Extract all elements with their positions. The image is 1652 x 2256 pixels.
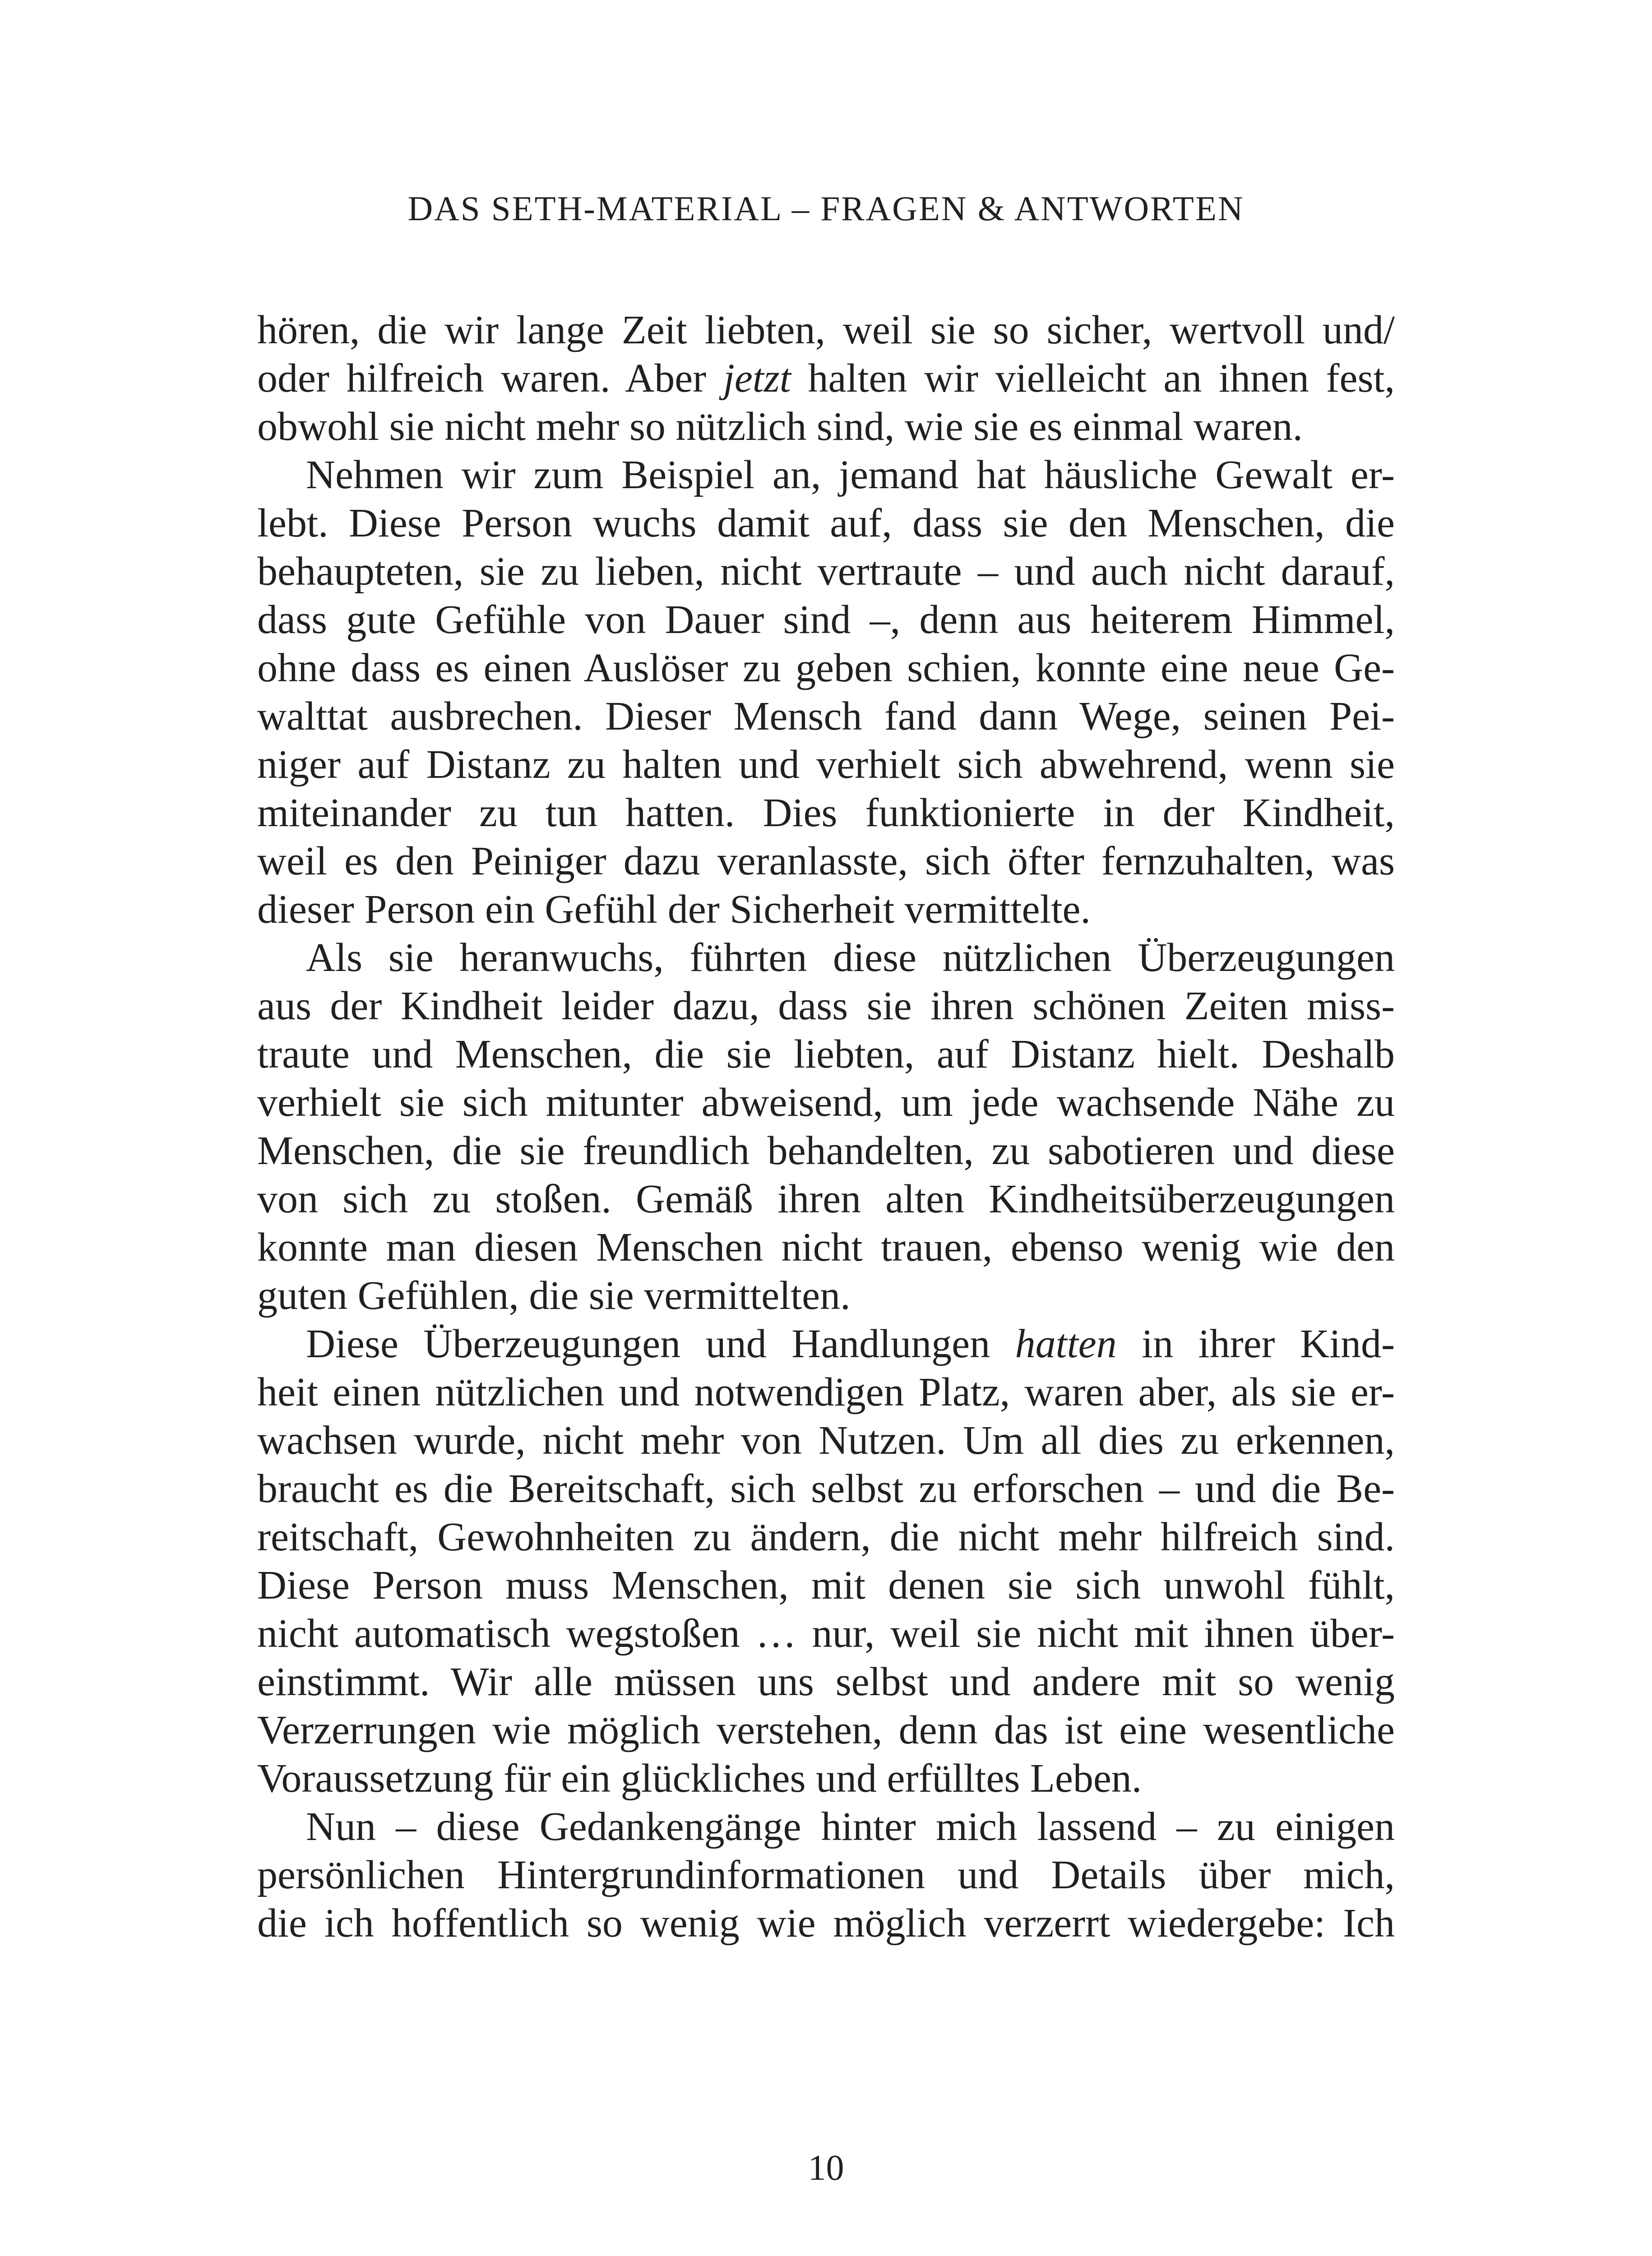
text-line: behaupteten, sie zu lieben, nicht vertraute – und auch nicht darauf, xyxy=(257,549,1395,594)
text-line: heit einen nützlichen und notwendigen Platz, waren aber, als sie er- xyxy=(257,1370,1395,1415)
text-line: walttat ausbrechen. Dieser Mensch fand dann Wege, seinen Pei- xyxy=(257,694,1395,739)
text-line: guten Gefühlen, die sie vermittelten. xyxy=(257,1273,851,1318)
text-line: weil es den Peiniger dazu veranlasste, sich öfter fernzuhalten, was xyxy=(257,839,1395,883)
text-span: in ihrer Kind- xyxy=(1116,1322,1395,1366)
text-line: ohne dass es einen Auslöser zu geben schien, konnte eine neue Ge- xyxy=(257,646,1395,690)
text-line: obwohl sie nicht mehr so nützlich sind, wie sie es einmal waren. xyxy=(257,404,1303,449)
text-line: die ich hoffentlich so wenig wie möglich verzerrt wiedergebe: Ich xyxy=(257,1901,1395,1946)
text-line: Als sie heranwuchs, führten diese nützlichen Überzeugungen xyxy=(306,935,1395,980)
text-line: verhielt sie sich mitunter abweisend, um jede wachsende Nähe zu xyxy=(257,1080,1395,1125)
text-line: Verzerrungen wie möglich verstehen, denn das ist eine wesentliche xyxy=(257,1708,1395,1752)
text-line: braucht es die Bereitschaft, sich selbst zu erforschen – und die Be- xyxy=(257,1466,1395,1511)
emphasis-text: jetzt xyxy=(723,356,791,401)
text-line: konnte man diesen Menschen nicht trauen, ebenso wenig wie den xyxy=(257,1225,1395,1270)
text-line: dass gute Gefühle von Dauer sind –, denn aus heiterem Himmel, xyxy=(257,597,1395,642)
text-line xyxy=(257,354,1395,402)
text-line: reitschaft, Gewohnheiten zu ändern, die nicht mehr hilfreich sind. xyxy=(257,1515,1395,1559)
text-span: halten wir vielleicht an ihnen fest, xyxy=(791,356,1395,401)
text-line: traute und Menschen, die sie liebten, auf Distanz hielt. Deshalb xyxy=(257,1032,1395,1077)
body-text xyxy=(257,306,1395,1947)
text-line: von sich zu stoßen. Gemäß ihren alten Kindheitsüberzeugungen xyxy=(257,1177,1395,1221)
text-span: Diese Überzeugungen und Handlungen xyxy=(306,1322,1015,1366)
text-line: miteinander zu tun hatten. Dies funktionierte in der Kindheit, xyxy=(257,791,1395,835)
text-line: dieser Person ein Gefühl der Sicherheit vermittelte. xyxy=(257,887,1091,932)
text-line: aus der Kindheit leider dazu, dass sie ihren schönen Zeiten miss- xyxy=(257,984,1395,1028)
text-line xyxy=(257,1320,1395,1368)
paragraph xyxy=(257,306,1395,451)
running-header: DAS SETH-MATERIAL – FRAGEN & ANTWORTEN xyxy=(407,189,1245,228)
text-line: Nun – diese Gedankengänge hinter mich lassend – zu einigen xyxy=(306,1804,1395,1849)
paragraph xyxy=(257,1320,1395,1803)
text-line: Menschen, die sie freundlich behandelten, zu sabotieren und diese xyxy=(257,1128,1395,1173)
text-line: persönlichen Hintergrundinformationen und Details über mich, xyxy=(257,1853,1395,1897)
text-line: Diese Person muss Menschen, mit denen sie sich unwohl fühlt, xyxy=(257,1563,1395,1608)
paragraph xyxy=(257,1803,1395,1947)
text-line: einstimmt. Wir alle müssen uns selbst und andere mit so wenig xyxy=(257,1660,1395,1704)
page-number: 10 xyxy=(808,2148,844,2188)
text-line: wachsen wurde, nicht mehr von Nutzen. Um all dies zu erkennen, xyxy=(257,1418,1395,1463)
emphasis-text: hatten xyxy=(1015,1322,1117,1366)
text-line: niger auf Distanz zu halten und verhielt sich abwehrend, wenn sie xyxy=(257,742,1395,787)
text-line: Voraussetzung für ein glückliches und erfülltes Leben. xyxy=(257,1756,1142,1801)
text-span: oder hilfreich waren. Aber xyxy=(257,356,723,401)
text-line: hören, die wir lange Zeit liebten, weil sie so sicher, wertvoll und/ xyxy=(257,308,1395,352)
paragraph xyxy=(257,934,1395,1320)
text-line: lebt. Diese Person wuchs damit auf, dass sie den Menschen, die xyxy=(257,501,1395,546)
paragraph xyxy=(257,451,1395,934)
text-line: Nehmen wir zum Beispiel an, jemand hat häusliche Gewalt er- xyxy=(306,453,1395,497)
text-line: nicht automatisch wegstoßen … nur, weil sie nicht mit ihnen über- xyxy=(257,1611,1395,1656)
